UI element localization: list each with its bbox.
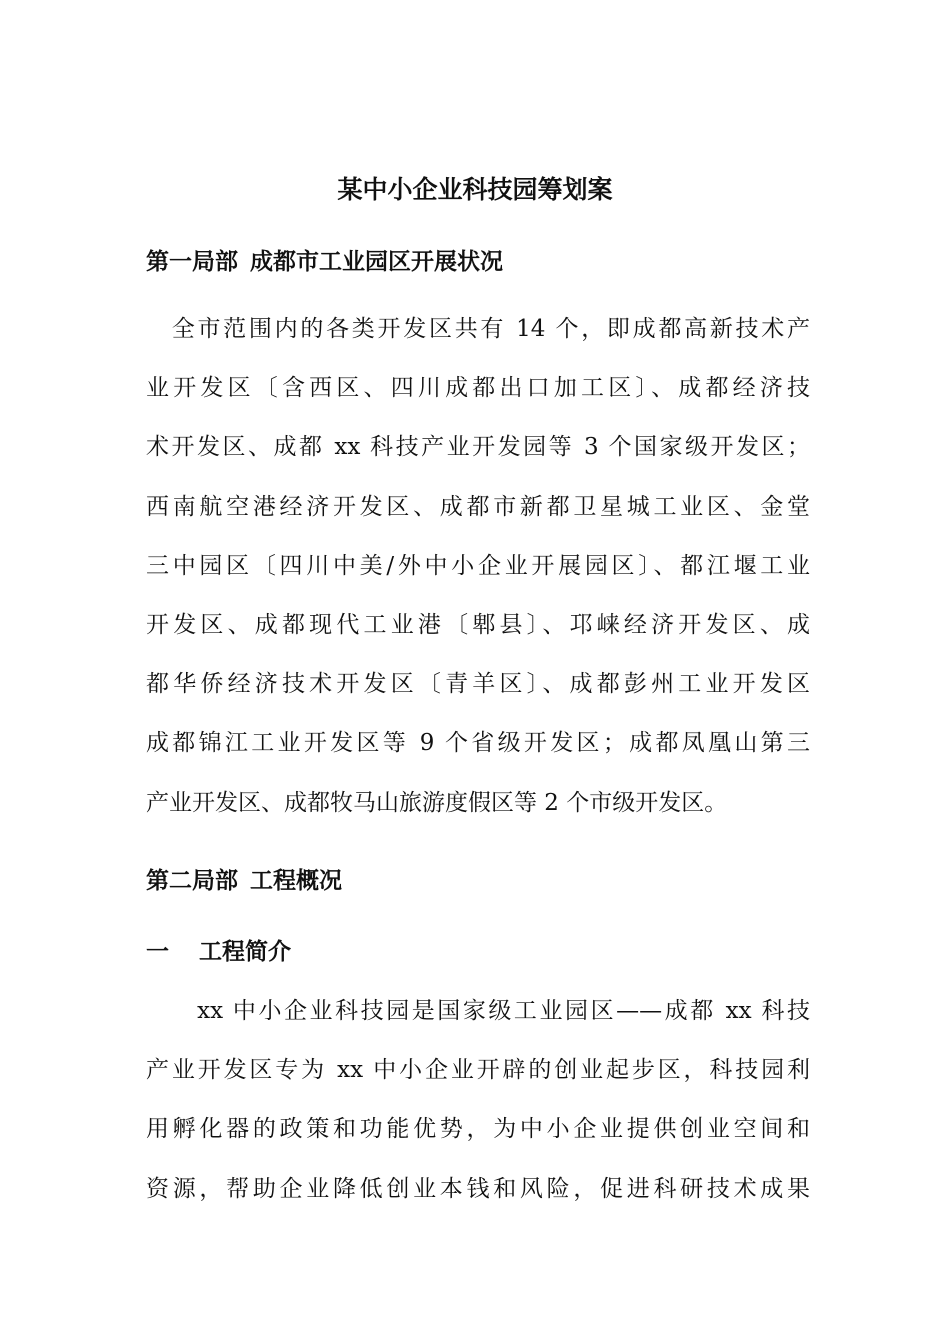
paragraph-line: 用孵化器的政策和功能优势，为中小企业提供创业空间和	[146, 1116, 810, 1143]
section-number: 第一局部	[146, 249, 238, 275]
paragraph-line: 产业开发区专为 xx 中小企业开辟的创业起步区，科技园利	[146, 1057, 810, 1084]
section-number: 第二局部	[146, 868, 238, 894]
section-heading-2	[146, 863, 810, 899]
subsection-number: 一	[146, 939, 169, 965]
paragraph-line: 产业开发区、成都牧马山旅游度假区等 2 个市级开发区。	[146, 789, 728, 816]
paragraph-line: 业开发区〔含西区、四川成都出口加工区〕、成都经济技	[146, 375, 810, 402]
paragraph-line: 术开发区、成都 xx 科技产业开发园等 3 个国家级开发区；	[146, 434, 810, 461]
paragraph-line: 成都锦江工业开发区等 9 个省级开发区；成都凤凰山第三	[146, 730, 810, 757]
subsection-heading-1	[146, 934, 810, 970]
section-title: 工程概况	[250, 868, 342, 894]
section-heading-1	[146, 244, 810, 280]
section-title: 成都市工业园区开展状况	[250, 249, 503, 275]
subsection-1-paragraph	[146, 982, 810, 1219]
paragraph-line: 西南航空港经济开发区、成都市新都卫星城工业区、金堂	[146, 493, 810, 520]
paragraph-line: xx 中小企业科技园是国家级工业园区——成都 xx 科技	[146, 998, 810, 1024]
paragraph-line: 资源，帮助企业降低创业本钱和风险，促进科研技术成果	[146, 1175, 810, 1202]
document-title: 某中小企业科技园筹划案	[337, 175, 613, 204]
paragraph-line: 三中园区〔四川中美/外中小企业开展园区〕、都江堰工业	[146, 552, 810, 579]
paragraph-line: 都华侨经济技术开发区〔青羊区〕、成都彭州工业开发区	[146, 671, 810, 698]
paragraph-line: 开发区、成都现代工业港〔郫县〕、邛崃经济开发区、成	[146, 611, 810, 638]
subsection-title: 工程简介	[199, 939, 291, 965]
paragraph-line: 全市范围内的各类开发区共有 14 个，即成都高新技术产	[146, 316, 810, 342]
section-1-paragraph	[146, 300, 810, 833]
